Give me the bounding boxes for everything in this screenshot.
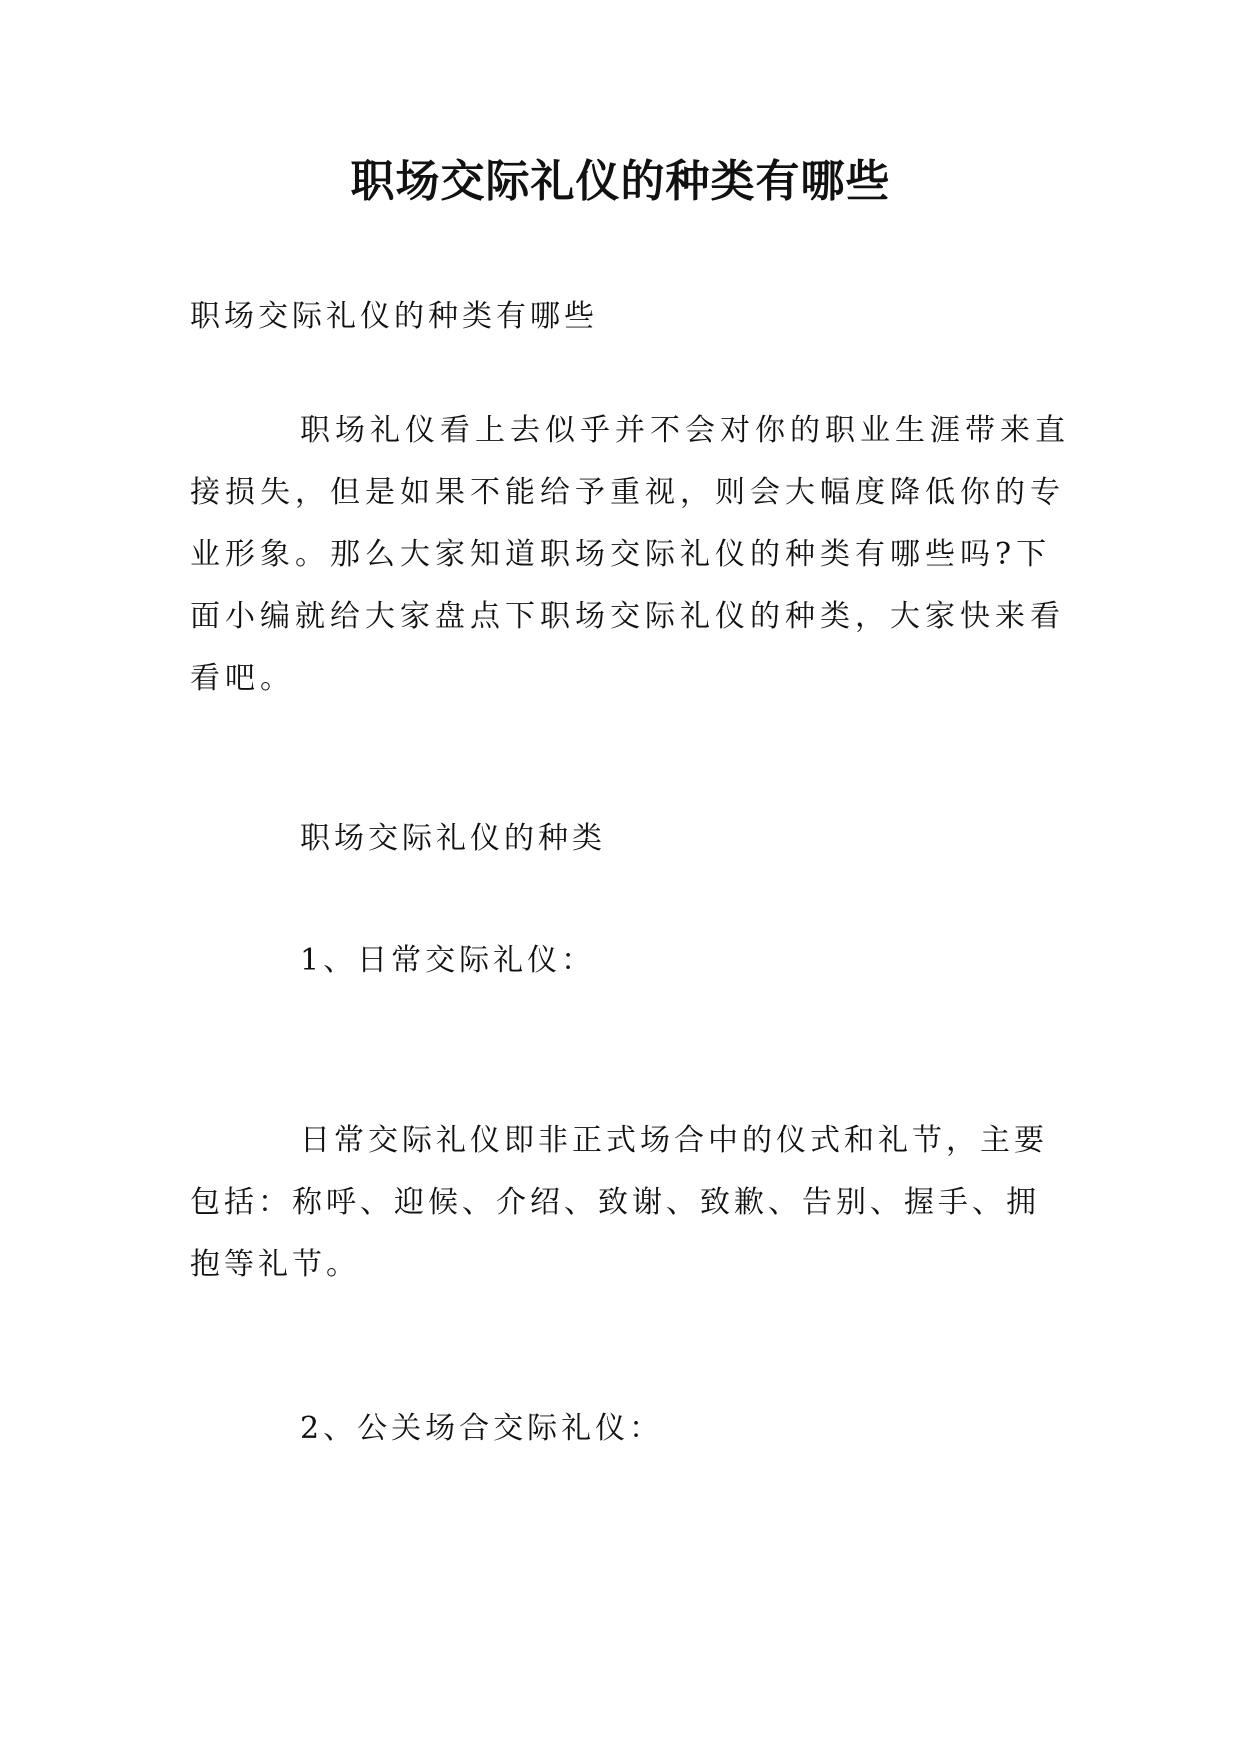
section-title: 职场交际礼仪的种类	[300, 821, 606, 856]
item-heading-2: 2、公关场合交际礼仪：	[300, 1411, 664, 1446]
document-subtitle: 职场交际礼仪的种类有哪些	[190, 299, 598, 334]
document-title: 职场交际礼仪的种类有哪些	[350, 156, 891, 207]
item-body-1: 日常交际礼仪即非正式场合中的仪式和礼节，主要包括：称呼、迎候、介绍、致谢、致歉、告别、握手、拥抱等礼节。	[190, 1123, 1048, 1282]
intro-paragraph: 职场礼仪看上去似乎并不会对你的职业生涯带来直接损失，但是如果不能给予重视，则会大幅度降低你的专业形象。那么大家知道职场交际礼仪的种类有哪些吗?下面小编就给大家盘点下职场交际礼仪的种类，大家快来看看吧。	[190, 413, 1070, 696]
item-heading-1: 1、日常交际礼仪：	[300, 943, 596, 978]
